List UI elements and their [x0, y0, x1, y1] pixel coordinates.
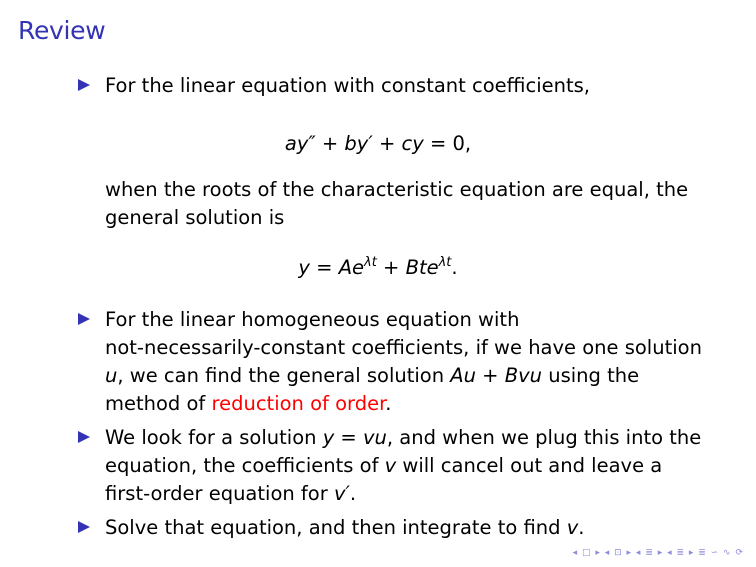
- term-c: cy: [401, 132, 424, 155]
- bullet-text-4: Solve that equation, and then integrate to find v.: [105, 516, 585, 539]
- equation-general-solution: $y = Ae^{\lambda t} + Bte^{\lambda t}$.: [298, 255, 458, 279]
- text-line: We look for a solution y = vu, and when we plug this into the: [105, 426, 702, 449]
- text-line: u, we can find the general solution Au + Bvu using the: [105, 364, 640, 387]
- frame-title: Review: [18, 16, 106, 45]
- text-line: when the roots of the characteristic equation are equal, the: [105, 178, 689, 201]
- bullet-text-3: [105, 424, 715, 508]
- equation-ode: ay″ + by′ + cy = 0,: [284, 132, 472, 155]
- bullet-text-1: For the linear equation with constant coefficients,: [105, 74, 590, 97]
- reduction-of-order-link[interactable]: reduction of order: [211, 392, 386, 415]
- text-line: method of reduction of order.: [105, 392, 392, 415]
- triangle-right-icon: [78, 79, 90, 91]
- navigation-bar[interactable]: ◂ □ ▸ ◂ ⊡ ▸ ◂ ≣ ▸ ◂ ≣ ▸ ≣ ∽ ∿ ⟳: [572, 548, 744, 558]
- text-line: general solution is: [105, 206, 285, 229]
- triangle-right-icon: [78, 313, 90, 325]
- text-line: not-necessarily-constant coefficients, if we have one solution: [105, 336, 702, 359]
- triangle-right-icon: [78, 431, 90, 443]
- text-line: For the linear homogeneous equation with: [105, 308, 520, 331]
- term-a: ay″: [284, 132, 316, 155]
- bullet-1-continuation: [105, 176, 715, 232]
- term-b: by′: [344, 132, 373, 155]
- bullet-text-2: [105, 306, 715, 418]
- text-line: equation, the coefficients of v will cancel out and leave a: [105, 454, 663, 477]
- triangle-right-icon: [78, 521, 90, 533]
- text-line: first-order equation for v′.: [105, 482, 357, 505]
